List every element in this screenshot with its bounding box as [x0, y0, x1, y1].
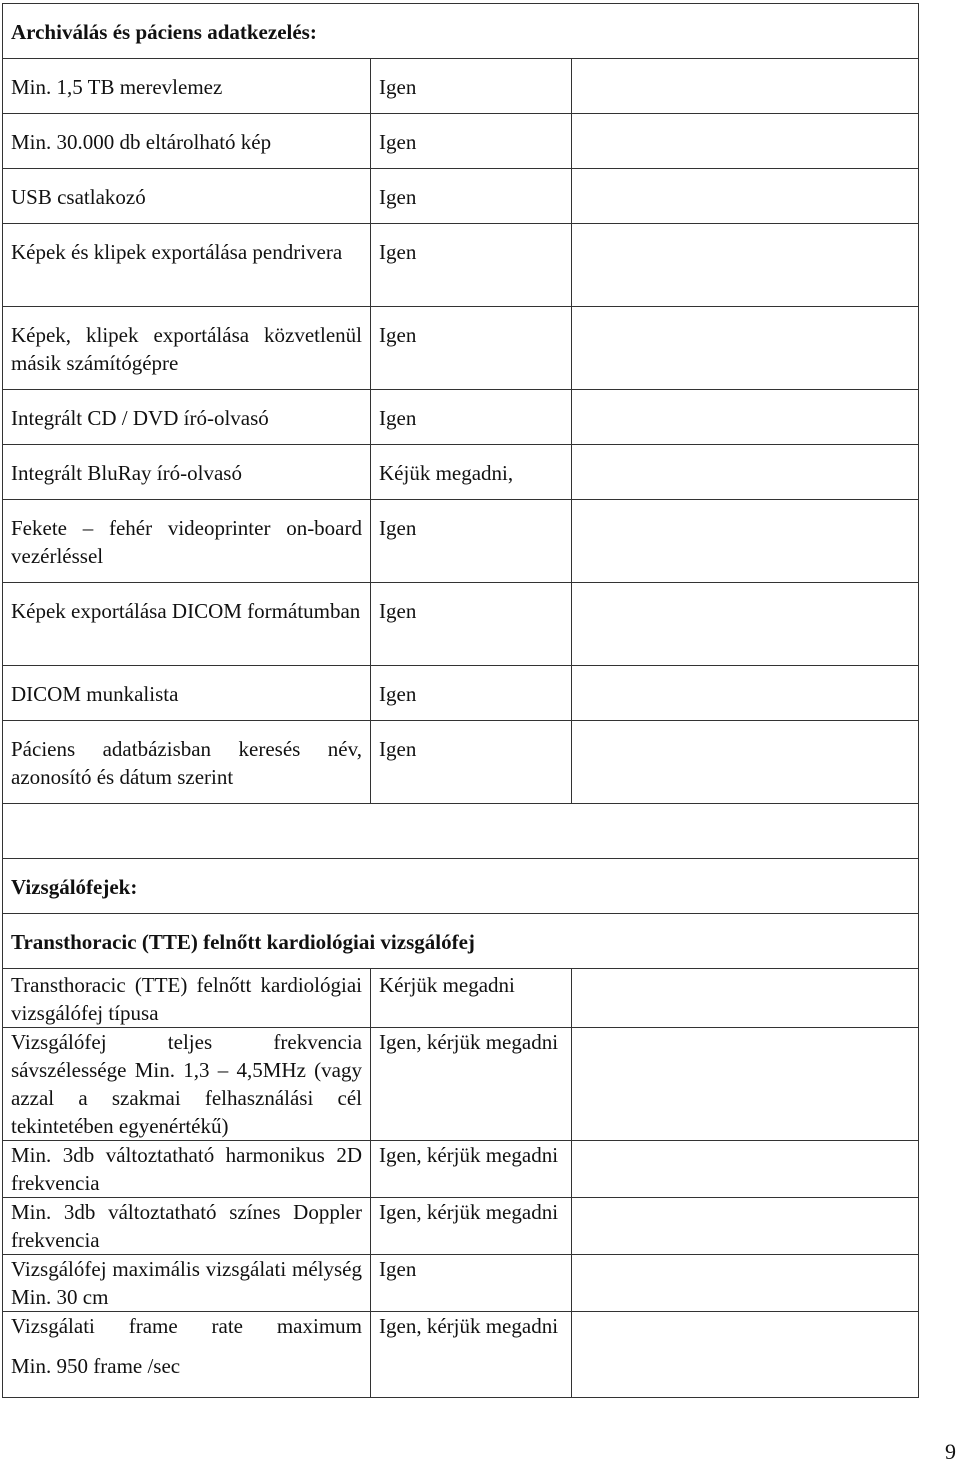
- value-cell: Igen: [371, 169, 572, 224]
- empty-cell: [572, 1255, 919, 1312]
- page-number: 9: [945, 1439, 956, 1464]
- feature-cell: Min. 1,5 TB merevlemez: [3, 59, 371, 114]
- feature-text: Képek exportálása DICOM formátumban: [11, 599, 361, 623]
- feature-cell: [3, 1198, 371, 1255]
- value-text: Igen, kérjük megadni: [379, 1200, 559, 1224]
- table-row: [3, 1028, 919, 1141]
- feature-text: Vizsgálófej teljes frekvencia sávszélessége Min. 1,3 – 4,5MHz (vagy azzal a szakmai felhasználási cél tekintetében egyenértékű): [11, 1030, 362, 1138]
- feature-cell: [3, 969, 371, 1028]
- feature-text: Fekete – fehér videoprinter on-board vezérléssel: [11, 516, 362, 568]
- feature-cell: USB csatlakozó: [3, 169, 371, 224]
- feature-text: Képek, klipek exportálása közvetlenül másik számítógépre: [11, 323, 362, 375]
- table-row: [3, 1198, 919, 1255]
- feature-cell: [3, 500, 371, 583]
- table-row: [3, 666, 919, 721]
- table-row: [3, 1312, 919, 1398]
- feature-cell: [3, 1312, 371, 1398]
- value-cell: Igen: [371, 666, 572, 721]
- probes-heading-row: [3, 859, 919, 914]
- table-row: [3, 1255, 919, 1312]
- empty-cell: [572, 59, 919, 114]
- archiving-heading-row: [3, 4, 919, 59]
- feature-cell: Min. 30.000 db eltárolható kép: [3, 114, 371, 169]
- table-row: [3, 1141, 919, 1198]
- feature-text: Min. 3db változtatható színes Doppler frekvencia: [11, 1200, 362, 1252]
- table-row: [3, 169, 919, 224]
- feature-text: Min. 3db változtatható harmonikus 2D frekvencia: [11, 1143, 362, 1195]
- empty-cell: [572, 390, 919, 445]
- feature-text: Vizsgálati frame rate maximum: [11, 1314, 362, 1338]
- probes-subheading: Transthoracic (TTE) felnőtt kardiológiai vizsgálófej: [3, 914, 919, 969]
- value-cell: Igen: [371, 1255, 572, 1312]
- value-text: Igen, kérjük megadni: [379, 1314, 559, 1338]
- empty-cell: [572, 969, 919, 1028]
- feature-cell: Integrált CD / DVD író-olvasó: [3, 390, 371, 445]
- table-row: [3, 114, 919, 169]
- value-cell: [371, 1198, 572, 1255]
- feature-cell: DICOM munkalista: [3, 666, 371, 721]
- empty-cell: [572, 224, 919, 307]
- value-cell: [371, 1312, 572, 1398]
- feature-text: Vizsgálófej maximális vizsgálati mélység Min. 30 cm: [11, 1257, 362, 1309]
- feature-cell: [3, 1255, 371, 1312]
- feature-cell: [3, 721, 371, 804]
- empty-cell: [572, 1141, 919, 1198]
- feature-text: Transthoracic (TTE) felnőtt kardiológiai vizsgálófej típusa: [11, 973, 362, 1025]
- empty-cell: [572, 721, 919, 804]
- value-cell: [371, 1141, 572, 1198]
- value-text: Igen, kérjük megadni: [379, 1143, 559, 1167]
- table-row: [3, 307, 919, 390]
- value-text: Igen, kérjük megadni: [379, 1030, 559, 1054]
- empty-cell: [572, 583, 919, 666]
- value-cell: Kérjük megadni: [371, 969, 572, 1028]
- empty-cell: [572, 445, 919, 500]
- table-row: [3, 969, 919, 1028]
- feature-cell: Integrált BluRay író-olvasó: [3, 445, 371, 500]
- empty-cell: [572, 1198, 919, 1255]
- feature-cell: [3, 583, 371, 666]
- feature-cell: [3, 224, 371, 307]
- table-row: [3, 721, 919, 804]
- value-cell: Igen: [371, 390, 572, 445]
- empty-cell: [572, 666, 919, 721]
- value-cell: Igen: [371, 114, 572, 169]
- value-cell: Igen: [371, 721, 572, 804]
- table-row: [3, 445, 919, 500]
- value-cell: Igen: [371, 583, 572, 666]
- probes-heading: Vizsgálófejek:: [3, 859, 919, 914]
- value-cell: Igen: [371, 224, 572, 307]
- table-row: [3, 583, 919, 666]
- table-row: [3, 224, 919, 307]
- value-cell: Kéjük megadni,: [371, 445, 572, 500]
- spacer-row: [3, 804, 919, 859]
- table-row: [3, 390, 919, 445]
- table-row: [3, 500, 919, 583]
- feature-text-line2: Min. 950 frame /sec: [11, 1354, 181, 1378]
- spacer-cell: [3, 804, 919, 859]
- value-cell: [371, 1028, 572, 1141]
- feature-text: Képek és klipek exportálása pendrivera: [11, 240, 343, 264]
- value-cell: Igen: [371, 500, 572, 583]
- probes-subheading-row: [3, 914, 919, 969]
- empty-cell: [572, 307, 919, 390]
- value-cell: Igen: [371, 59, 572, 114]
- feature-text: Páciens adatbázisban keresés név, azonosító és dátum szerint: [11, 737, 362, 789]
- table-row: [3, 59, 919, 114]
- archiving-heading: Archiválás és páciens adatkezelés:: [3, 4, 919, 59]
- empty-cell: [572, 114, 919, 169]
- empty-cell: [572, 169, 919, 224]
- value-cell: Igen: [371, 307, 572, 390]
- feature-cell: [3, 1141, 371, 1198]
- empty-cell: [572, 1028, 919, 1141]
- empty-cell: [572, 1312, 919, 1398]
- empty-cell: [572, 500, 919, 583]
- feature-cell: [3, 307, 371, 390]
- feature-cell: [3, 1028, 371, 1141]
- spec-table: [2, 3, 919, 1398]
